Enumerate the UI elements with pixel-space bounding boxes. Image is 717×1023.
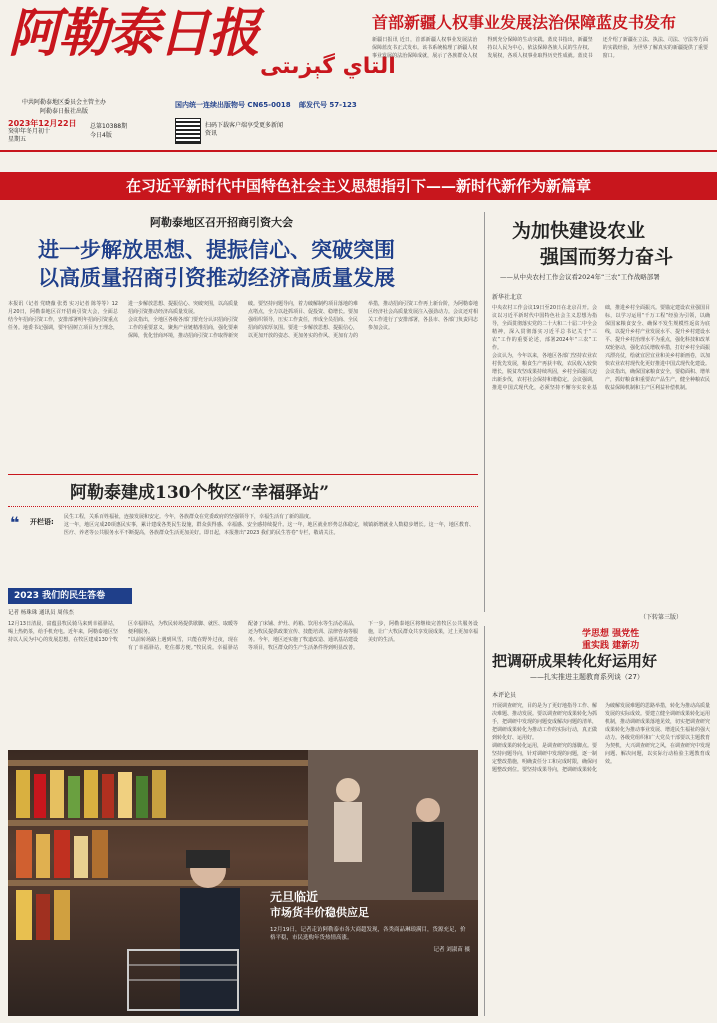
shopper-figure bbox=[180, 850, 240, 1016]
lead-body-text: 本报讯（记者 党晓薇 张勇 实习记者 陈等等）12月20日，阿勒泰地区召开招商引资大会，全面总结今年招商引资工作，安排部署明年招商引资重点任务。地委书记强调，要牢固树立项目为王理念，进一步解放思想、提振信心、突破突围，以高质量招商引资推动经济高质量发展。 bbox=[8, 301, 239, 331]
pasture-body: 12月13日清晨，富蕴县牧民骑马来到幸福驿站，喝上热奶茶，给手机充电。近年来，阿勒泰地区坚持以人民为中心的发展思想，在牧区建成130个牧区幸福驿站，为牧民转场提供歇脚、就医、取暖等便利服务。 “以前转场路上遇到风雪，只能在野外过夜，现在有了幸福驿站，吃住都方便。”牧民说。幸福驿站配备了床铺、炉灶、药箱、饮用水等生活必需品，还为牧民提供政策宣传、技能培训、法律咨询等服务。今年，地区还实施了牧道改造、通讯基站建设等项目，牧区群众的生产生活条件得到明显改善。下一步，阿勒泰地区将继续完善牧区公共服务设施，让广大牧民群众共享发展成果，过上更加幸福美好的生活。 bbox=[8, 621, 478, 651]
theme-body: 开展调查研究，目的是为了更好地指导工作、解决难题、推动发展。要以调查研究成果转化为抓手，把调研中发现的问题变成解决问题的清单，把调研成果转化为推动工作的实际行动，真正做到转化好、运用好。 调研成果的转化运用，是调查研究的落脚点。要坚持问题导向，针对调研中发现的问题，逐一制定整改措施，明确责任分工和完成时限，确保问题整改到位。要坚持成果导向，把调研成果转化为破解发展难题的思路举措，转化为推动高质量发展的实际成效。要建立健全调研成果转化运用机制，推动调研成果落地见效，切实把调查研究成果转化为推动事业发展、增进民生福祉的强大动力。各级党组织和广大党员干部要以主题教育为契机，大兴调查研究之风，在调查研究中发现问题、解决问题，以实际行动检验主题教育成效。 bbox=[492, 703, 710, 773]
pasture-reporter: 记者 杨珠珠 通讯员 周伟杰 bbox=[8, 610, 74, 616]
lead-headline-1[interactable]: 进一步解放思想、提振信心、突破突围 bbox=[38, 237, 395, 262]
page-count: 今日4版 bbox=[90, 132, 112, 139]
right-column-rule bbox=[484, 212, 485, 612]
slogan-line-2: 重实践 建新功 bbox=[582, 641, 640, 651]
lead-kicker: 阿勒泰地区召开招商引资大会 bbox=[150, 216, 293, 229]
right-headline-1[interactable]: 为加快建设农业 bbox=[512, 220, 646, 242]
photo-caption-box bbox=[270, 890, 470, 1010]
issue-number: 总第10388期 bbox=[90, 123, 128, 130]
pasture-body-text: 12月13日清晨，富蕴县牧民骑马来到幸福驿站，喝上热奶茶，给手机充电。近年来，阿勒泰地区坚持以人民为中心的发展思想，在牧区建成130个牧区幸福驿站，为牧民转场提供歇脚、就医、取暖等便利服务。 bbox=[8, 621, 239, 643]
lead-headline-2[interactable]: 以高质量招商引资推动经济高质量发展 bbox=[38, 265, 395, 290]
right-subhead: ——从中央农村工作会议看2024年“三农”工作战略部署 bbox=[500, 273, 660, 281]
photo-credit: 记者 刘淑苗 摄 bbox=[433, 947, 470, 953]
market-photo bbox=[8, 750, 478, 1016]
caption-text: 12月19日，记者走访阿勒泰市各大商超发现，各类商品琳琅满目，货源充足，价格平稳，市民选购年货热情高涨。 bbox=[270, 927, 466, 941]
right-body: 中央农村工作会议19日至20日在北京召开。会议以习近平新时代中国特色社会主义思想为指导，全面贯彻落实党的二十大和二十届二中全会精神，深入贯彻落实习近平总书记关于“三农”工作的重要论述，部署2024年“三农”工作。 会议认为，今年以来，各地区各部门坚持农业农村优先发展，粮食生产再获丰收，农民收入较快增长，脱贫攻坚成果持续巩固，乡村全面振兴迈出新步伐，农村社会保持和谐稳定。会议强调，推进中国式现代化，必须坚持不懈夯实农业基础，推进乡村全面振兴。要锚定建设农业强国目标，以学习运用“千万工程”经验为引领，以确保国家粮食安全、确保不发生规模性返贫为底线，以提升乡村产业发展水平、提升乡村建设水平、提升乡村治理水平为重点，强化科技和改革双轮驱动，强化农民增收举措，打好乡村全面振兴漂亮仗，绘就宜居宜业和美乡村新画卷，以加快农业农村现代化更好推进中国式现代化建设。会议指出，确保国家粮食安全，要稳面积、增单产，抓好粮食和重要农产品生产，健全种粮农民收益保障机制和主产区利益补偿机制。 bbox=[492, 305, 710, 391]
pasture-badge bbox=[8, 588, 132, 604]
top-story-headline[interactable]: 首部新疆人权事业发展法治保障蓝皮书发布 bbox=[372, 13, 677, 32]
cn-number: 国内统一连续出版物号 CN65-0018 bbox=[175, 101, 291, 109]
editor-label: 开栏语: bbox=[30, 518, 54, 526]
lead-body: 本报讯（记者 党晓薇 张勇 实习记者 陈等等）12月20日，阿勒泰地区召开招商引资大会，全面总结今年招商引资工作，安排部署明年招商引资重点任务。地委书记强调，要牢固树立项目为王理念，进一步解放思想、提振信心、突破突围，以高质量招商引资推动经济高质量发展。 会议指出，全地区各级各部门要充分认识招商引资工作的重要意义，聚焦产业链精准招商，强化要素保障，优化营商环境，推动招商引资工作取得新突破。要坚持问题导向，着力破解制约项目落地的难点堵点，全力以赴抓项目、促投资、稳增长。要加强组织领导，压实工作责任，形成全员招商、全民招商的浓厚氛围。要进一步解放思想、提振信心，以更加开放的姿态、更加务实的作风、更加有力的举措，推动招商引资工作再上新台阶，为阿勒泰地区经济社会高质量发展注入强劲动力。会议还对相关工作进行了安排部署，各县市、各部门负责同志参加会议。 bbox=[8, 301, 478, 339]
inset-photo bbox=[308, 750, 478, 900]
right-continued[interactable]: （下转第三版） bbox=[640, 614, 683, 621]
issue-date: 2023年12月22日 bbox=[8, 119, 77, 128]
qr-caption: 扫码下载客户端享受更多新闻资讯 bbox=[205, 122, 284, 137]
editor-note-text: 民生工程，关系百姓福祉，连接发展和安定。今年，各族群众在党委政府的坚强领导下，幸福生活有了新的温度。 bbox=[64, 514, 315, 520]
quote-icon: ❝ bbox=[10, 513, 20, 532]
theme-headline[interactable]: 把调研成果转化好运用好 bbox=[492, 652, 658, 670]
date-block bbox=[8, 120, 78, 144]
publisher-line-2: 阿勒泰日报社出版 bbox=[39, 108, 88, 115]
masthead-divider bbox=[0, 150, 717, 152]
bottom-right-rule bbox=[484, 626, 485, 1016]
right-headline-2[interactable]: 强国而努力奋斗 bbox=[540, 246, 674, 268]
publisher-info bbox=[14, 98, 114, 116]
theme-banner bbox=[0, 172, 717, 200]
shelf-products bbox=[8, 760, 308, 940]
theme-source: 本评论员 bbox=[492, 692, 517, 699]
weekday: 星期五 bbox=[8, 136, 27, 143]
slogan-line-1: 学思想 强党性 bbox=[582, 629, 640, 639]
badge-text: 2023 我们的民生答卷 bbox=[14, 591, 106, 601]
editor-note: 民生工程，关系百姓福祉，连接发展和安定。今年，各族群众在党委政府的坚强领导下，幸福生活有了新的温度。 这一年，地区完成20项惠民实事，累计建成各类民生设施，群众获得感、幸福感、安全感持续提升。这一年，地区就业形势总体稳定，城镇新增就业人数稳步增长。这一年，地区教育、医疗、养老等公共服务水平不断提高，各族群众生活更加美好。即日起，本报推出“2023 我们的民生答卷”专栏，敬请关注。 bbox=[64, 514, 474, 536]
lead-divider bbox=[8, 474, 478, 475]
postal-code: 邮发代号 57-123 bbox=[299, 101, 357, 109]
banner-text: 在习近平新时代中国特色社会主义思想指引下——新时代新作为新篇章 bbox=[125, 177, 591, 195]
uyghur-title: التاي گېزىتى bbox=[260, 54, 396, 79]
masthead-title: 阿勒泰日报 bbox=[8, 3, 259, 64]
right-body-text: 中央农村工作会议19日至20日在北京召开。会议以习近平新时代中国特色社会主义思想为指导，全面贯彻落实党的二十大和二十届二中全会精神，深入贯彻落实习近平总书记关于“三农”工作的重要论述，部署2024年“三农”工作。 bbox=[492, 305, 598, 351]
issue-block bbox=[90, 122, 127, 140]
theme-slogan bbox=[582, 628, 642, 652]
theme-subhead: ——扎实推进主题教育系列谈（27） bbox=[530, 673, 644, 681]
publisher-line-1: 中共阿勒泰地区委员会主管主办 bbox=[21, 99, 106, 106]
editor-note-box bbox=[8, 506, 478, 585]
caption-title-1: 元旦临近 bbox=[270, 890, 319, 904]
right-source: 新华社北京 bbox=[492, 294, 523, 301]
publication-numbers bbox=[175, 100, 357, 110]
theme-body-text: 开展调查研究，目的是为了更好地指导工作、解决难题、推动发展。要以调查研究成果转化为抓手，把调研中发现的问题变成解决问题的清单，把调研成果转化为推动工作的实际行动，真正做到转化好、运用好。 bbox=[492, 703, 598, 741]
caption-title-2: 市场货丰价稳供应足 bbox=[270, 906, 369, 919]
qr-code[interactable] bbox=[175, 118, 201, 144]
top-story-body: 新疆日报讯 近日，首部新疆人权事业发展法治保障蓝皮书正式发布。该书系统梳理了新疆人权事业发展的法治保障成就，展示了各族群众人权得到充分保障的生动实践。蓝皮书指出，新疆坚持以人民为中心，依法保障各族人民的生存权、发展权，各项人权事业取得历史性成就。蓝皮书还介绍了新疆在立法、执法、司法、守法等方面的实践经验，为世界了解真实的新疆提供了重要窗口。 bbox=[372, 37, 708, 59]
lunar-date: 癸卯年冬月初十 bbox=[8, 128, 51, 135]
pasture-headline[interactable]: 阿勒泰建成130个牧区“幸福驿站” bbox=[70, 483, 330, 503]
